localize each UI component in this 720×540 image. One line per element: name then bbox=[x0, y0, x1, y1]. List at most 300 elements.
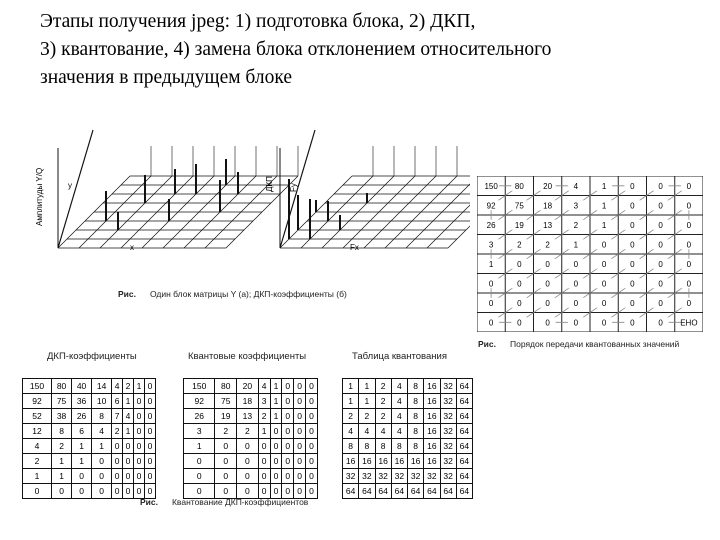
zigzag-cell-value: EHO bbox=[680, 318, 698, 328]
table-cell: 1 bbox=[72, 454, 92, 469]
figure-a-ylabel: Амплитуды Y/Q bbox=[35, 167, 44, 226]
title-line-1: Этапы получения jpeg: 1) подготовка блока, 2) ДКП, bbox=[40, 11, 476, 32]
table-row bbox=[23, 424, 156, 439]
table-cell: 32 bbox=[440, 379, 456, 394]
table-cell: 2 bbox=[375, 409, 391, 424]
zigzag-cell-value: 150 bbox=[484, 181, 498, 191]
table-cell: 8 bbox=[391, 439, 407, 454]
table-cell: 0 bbox=[145, 484, 156, 499]
table-cell: 40 bbox=[72, 379, 92, 394]
zigzag-cell-value: 0 bbox=[545, 259, 550, 269]
zigzag-cell-value: 75 bbox=[514, 201, 524, 211]
table-cell: 0 bbox=[134, 484, 145, 499]
table-cell: 0 bbox=[282, 409, 294, 424]
table-cell: 3 bbox=[184, 424, 215, 439]
table-cell: 0 bbox=[134, 439, 145, 454]
table-cell: 8 bbox=[408, 439, 424, 454]
table-cell: 150 bbox=[23, 379, 52, 394]
table-cell: 16 bbox=[424, 439, 440, 454]
table-cell: 2 bbox=[375, 394, 391, 409]
table-cell: 0 bbox=[123, 454, 134, 469]
table-cell: 2 bbox=[112, 424, 123, 439]
table-cell: 0 bbox=[306, 424, 318, 439]
zigzag-cell-value: 80 bbox=[514, 181, 524, 191]
zigzag-cell-value: 0 bbox=[658, 279, 663, 289]
table-cell: 26 bbox=[72, 409, 92, 424]
table-cell: 0 bbox=[92, 469, 112, 484]
table-cell: 0 bbox=[237, 454, 259, 469]
table-cell: 0 bbox=[258, 469, 270, 484]
table-cell: 38 bbox=[52, 409, 72, 424]
zigzag-cell-value: 0 bbox=[630, 220, 635, 230]
table-cell: 0 bbox=[294, 484, 306, 499]
table-row bbox=[184, 454, 318, 469]
table-cell: 0 bbox=[184, 469, 215, 484]
table-cell: 64 bbox=[456, 379, 472, 394]
table-cell: 16 bbox=[408, 454, 424, 469]
table-cell: 0 bbox=[258, 484, 270, 499]
zigzag-cell-value: 0 bbox=[488, 298, 494, 308]
table-cell: 0 bbox=[237, 469, 259, 484]
table-cell: 150 bbox=[184, 379, 215, 394]
table-cell: 0 bbox=[134, 454, 145, 469]
table-cell: 32 bbox=[391, 469, 407, 484]
table-cell: 0 bbox=[294, 394, 306, 409]
table-cell: 1 bbox=[359, 379, 375, 394]
table-cell: 1 bbox=[123, 394, 134, 409]
quant-table bbox=[342, 378, 473, 499]
table-row bbox=[343, 409, 473, 424]
table-cell: 0 bbox=[145, 394, 156, 409]
table-cell: 2 bbox=[258, 409, 270, 424]
zigzag-cell-value: 0 bbox=[517, 259, 522, 269]
table-cell: 0 bbox=[184, 454, 215, 469]
table-row bbox=[23, 439, 156, 454]
table-cell: 4 bbox=[23, 439, 52, 454]
table-cell: 0 bbox=[134, 424, 145, 439]
table-cell: 0 bbox=[294, 409, 306, 424]
table-cell: 1 bbox=[92, 439, 112, 454]
zigzag-cell-value: 0 bbox=[601, 240, 607, 250]
table-cell: 0 bbox=[282, 454, 294, 469]
table-cell: 1 bbox=[359, 394, 375, 409]
zigzag-cell-value: 0 bbox=[658, 220, 663, 230]
table-row bbox=[343, 394, 473, 409]
table-cell: 16 bbox=[391, 454, 407, 469]
table-cell: 64 bbox=[456, 454, 472, 469]
table-cell: 32 bbox=[440, 424, 456, 439]
zigzag-cell-value: 0 bbox=[686, 181, 692, 191]
table-cell: 18 bbox=[237, 394, 259, 409]
table-cell: 1 bbox=[270, 379, 282, 394]
table-cell: 7 bbox=[112, 409, 123, 424]
table-cell: 1 bbox=[134, 379, 145, 394]
table-row bbox=[343, 454, 473, 469]
zigzag-cell-value: 0 bbox=[517, 279, 522, 289]
table-cell: 2 bbox=[215, 424, 237, 439]
zigzag-cell-value: 0 bbox=[686, 220, 692, 230]
table-cell: 0 bbox=[270, 439, 282, 454]
table-cell: 64 bbox=[391, 484, 407, 499]
zigzag-cell-value: 0 bbox=[488, 279, 494, 289]
table-cell: 1 bbox=[184, 439, 215, 454]
table-cell: 0 bbox=[145, 439, 156, 454]
table-cell: 64 bbox=[359, 484, 375, 499]
zigzag-cell-value: 3 bbox=[573, 201, 579, 211]
table-cell: 92 bbox=[23, 394, 52, 409]
table-row bbox=[343, 469, 473, 484]
table-cell: 0 bbox=[215, 454, 237, 469]
table-row bbox=[23, 484, 156, 499]
table-cell: 0 bbox=[112, 439, 123, 454]
table-cell: 32 bbox=[424, 469, 440, 484]
zigzag-cell-value: 26 bbox=[486, 220, 496, 230]
figure-a-x-label: x bbox=[130, 243, 134, 252]
table-cell: 13 bbox=[237, 409, 259, 424]
zigzag-cell-value: 0 bbox=[488, 318, 494, 328]
table-cell: 64 bbox=[440, 484, 456, 499]
table-cell: 1 bbox=[72, 439, 92, 454]
table-cell: 32 bbox=[408, 469, 424, 484]
table-cell: 0 bbox=[282, 439, 294, 454]
table-cell: 2 bbox=[375, 379, 391, 394]
table-cell: 0 bbox=[92, 484, 112, 499]
table-cell: 0 bbox=[215, 439, 237, 454]
table-cell: 1 bbox=[123, 424, 134, 439]
table-cell: 2 bbox=[52, 439, 72, 454]
table-cell: 4 bbox=[391, 394, 407, 409]
table-cell: 0 bbox=[282, 484, 294, 499]
zigzag-cell-value: 0 bbox=[517, 318, 522, 328]
table-cell: 0 bbox=[134, 409, 145, 424]
zigzag-cell-value: 4 bbox=[573, 181, 579, 191]
table-cell: 1 bbox=[270, 394, 282, 409]
table-row bbox=[23, 394, 156, 409]
table-cell: 4 bbox=[391, 424, 407, 439]
table-cell: 0 bbox=[306, 484, 318, 499]
table-cell: 80 bbox=[215, 379, 237, 394]
figure-top-caption-text: Один блок матрицы Y (а); ДКП-коэффициенты (б) bbox=[149, 289, 347, 299]
table-cell: 4 bbox=[123, 409, 134, 424]
quant-coef-table-title: Квантовые коэффициенты bbox=[188, 351, 307, 362]
table-cell: 0 bbox=[306, 379, 318, 394]
table-cell: 0 bbox=[145, 409, 156, 424]
zigzag-cell-value: 1 bbox=[601, 220, 607, 230]
table-cell: 16 bbox=[424, 394, 440, 409]
table-cell: 14 bbox=[92, 379, 112, 394]
table-cell: 16 bbox=[424, 379, 440, 394]
table-cell: 0 bbox=[123, 484, 134, 499]
table-cell: 64 bbox=[375, 484, 391, 499]
table-cell: 64 bbox=[424, 484, 440, 499]
table-row bbox=[184, 424, 318, 439]
table-cell: 0 bbox=[72, 469, 92, 484]
table-cell: 8 bbox=[92, 409, 112, 424]
table-cell: 0 bbox=[237, 439, 259, 454]
table-row bbox=[184, 409, 318, 424]
zigzag-cell-value: 0 bbox=[658, 318, 663, 328]
table-cell: 64 bbox=[456, 394, 472, 409]
zigzag-cell-value: 0 bbox=[517, 298, 522, 308]
zigzag-path bbox=[477, 176, 703, 332]
table-cell: 0 bbox=[184, 484, 215, 499]
table-cell: 64 bbox=[456, 409, 472, 424]
table-row bbox=[184, 439, 318, 454]
zigzag-cell-value: 0 bbox=[630, 298, 635, 308]
zigzag-cell-value: 0 bbox=[573, 279, 579, 289]
table-cell: 0 bbox=[270, 484, 282, 499]
table-cell: 0 bbox=[258, 439, 270, 454]
table-cell: 0 bbox=[306, 454, 318, 469]
table-cell: 0 bbox=[23, 484, 52, 499]
zigzag-cell-value: 0 bbox=[658, 181, 663, 191]
zigzag-cell-value: 19 bbox=[514, 220, 524, 230]
table-cell: 4 bbox=[112, 379, 123, 394]
table-cell: 0 bbox=[145, 424, 156, 439]
table-cell: 2 bbox=[359, 409, 375, 424]
table-cell: 0 bbox=[270, 454, 282, 469]
zigzag-cell-value: 2 bbox=[517, 240, 522, 250]
figure-b-grid bbox=[280, 130, 470, 248]
table-cell: 4 bbox=[343, 424, 359, 439]
table-cell: 64 bbox=[343, 484, 359, 499]
table-cell: 0 bbox=[52, 484, 72, 499]
table-cell: 32 bbox=[359, 469, 375, 484]
zigzag-cell-value: 0 bbox=[658, 201, 663, 211]
table-row bbox=[184, 469, 318, 484]
table-cell: 0 bbox=[270, 424, 282, 439]
table-cell: 0 bbox=[306, 409, 318, 424]
table-row bbox=[343, 379, 473, 394]
zigzag-cell-value: 20 bbox=[543, 181, 553, 191]
zigzag-cell-value: 0 bbox=[601, 298, 607, 308]
zigzag-cell-value: 0 bbox=[573, 259, 579, 269]
zigzag-cell-value: 2 bbox=[573, 220, 579, 230]
table-cell: 26 bbox=[184, 409, 215, 424]
table-cell: 8 bbox=[343, 439, 359, 454]
table-cell: 64 bbox=[456, 469, 472, 484]
zigzag-cell-value: 0 bbox=[630, 259, 635, 269]
table-cell: 0 bbox=[112, 469, 123, 484]
table-row bbox=[23, 409, 156, 424]
table-cell: 2 bbox=[343, 409, 359, 424]
table-row bbox=[23, 379, 156, 394]
tables-caption bbox=[140, 497, 308, 507]
table-cell: 8 bbox=[52, 424, 72, 439]
quant-table-title: Таблица квантования bbox=[352, 351, 447, 362]
zigzag-cell-value: 1 bbox=[488, 259, 494, 269]
zigzag-cell-value: 0 bbox=[658, 259, 663, 269]
table-cell: 8 bbox=[408, 409, 424, 424]
zigzag-cell-value: 0 bbox=[686, 201, 692, 211]
table-cell: 64 bbox=[408, 484, 424, 499]
table-row bbox=[343, 439, 473, 454]
zigzag-cell-value: 0 bbox=[658, 298, 663, 308]
table-cell: 6 bbox=[112, 394, 123, 409]
table-cell: 0 bbox=[306, 439, 318, 454]
table-cell: 4 bbox=[92, 424, 112, 439]
table-cell: 0 bbox=[123, 469, 134, 484]
table-cell: 64 bbox=[456, 484, 472, 499]
table-cell: 0 bbox=[282, 469, 294, 484]
table-cell: 8 bbox=[375, 439, 391, 454]
table-cell: 1 bbox=[343, 379, 359, 394]
table-cell: 0 bbox=[282, 379, 294, 394]
table-cell: 16 bbox=[375, 454, 391, 469]
table-cell: 92 bbox=[184, 394, 215, 409]
table-cell: 0 bbox=[92, 454, 112, 469]
table-cell: 8 bbox=[408, 394, 424, 409]
zigzag-cell-value: 0 bbox=[545, 318, 550, 328]
table-cell: 0 bbox=[294, 424, 306, 439]
zigzag-cell-value: 0 bbox=[545, 279, 550, 289]
table-cell: 16 bbox=[424, 409, 440, 424]
zigzag-cell-value: 18 bbox=[543, 201, 553, 211]
table-cell: 0 bbox=[294, 469, 306, 484]
zigzag-cell-value: 0 bbox=[630, 201, 635, 211]
table-cell: 32 bbox=[343, 469, 359, 484]
table-cell: 75 bbox=[215, 394, 237, 409]
table-cell: 16 bbox=[424, 454, 440, 469]
table-cell: 1 bbox=[52, 469, 72, 484]
tables-caption-text: Квантование ДКП-коэффициентов bbox=[171, 497, 309, 507]
figure-top-caption-prefix: Рис. bbox=[118, 289, 136, 299]
zigzag-cell-value: 1 bbox=[601, 201, 607, 211]
zigzag-cell-value: 0 bbox=[686, 240, 692, 250]
zigzag-cell-value: 0 bbox=[601, 279, 607, 289]
table-cell: 64 bbox=[456, 424, 472, 439]
dct-table bbox=[22, 378, 156, 499]
table-cell: 1 bbox=[23, 469, 52, 484]
table-cell: 16 bbox=[343, 454, 359, 469]
table-cell: 19 bbox=[215, 409, 237, 424]
tables-caption-prefix: Рис. bbox=[140, 497, 158, 507]
table-cell: 0 bbox=[215, 469, 237, 484]
table-cell: 36 bbox=[72, 394, 92, 409]
table-row bbox=[343, 484, 473, 499]
table-cell: 4 bbox=[258, 379, 270, 394]
zigzag-cell-value: 0 bbox=[545, 298, 550, 308]
zigzag-caption bbox=[478, 339, 679, 349]
dct-table-title: ДКП-коэффициенты bbox=[47, 351, 137, 362]
figure-b-y-label: Fy bbox=[289, 183, 298, 192]
zigzag-cell-value: 0 bbox=[686, 259, 692, 269]
zigzag-matrix bbox=[477, 176, 703, 332]
table-cell: 0 bbox=[258, 454, 270, 469]
zigzag-cell-value: 0 bbox=[601, 259, 607, 269]
table-cell: 0 bbox=[237, 484, 259, 499]
block-3d-figures bbox=[30, 108, 470, 308]
table-row bbox=[184, 379, 318, 394]
slide-title bbox=[40, 8, 700, 92]
table-cell: 2 bbox=[23, 454, 52, 469]
table-cell: 0 bbox=[145, 469, 156, 484]
table-cell: 4 bbox=[391, 409, 407, 424]
table-cell: 8 bbox=[359, 439, 375, 454]
figure-b-ylabel: ДКП bbox=[265, 176, 274, 192]
table-cell: 32 bbox=[440, 439, 456, 454]
table-cell: 1 bbox=[52, 454, 72, 469]
table-cell: 32 bbox=[375, 469, 391, 484]
zigzag-cell-value: 2 bbox=[545, 240, 550, 250]
table-row bbox=[184, 394, 318, 409]
table-cell: 6 bbox=[72, 424, 92, 439]
table-cell: 1 bbox=[343, 394, 359, 409]
zigzag-cell-value: 1 bbox=[573, 240, 579, 250]
figure-a-y-label: y bbox=[68, 181, 72, 190]
table-cell: 80 bbox=[52, 379, 72, 394]
table-cell: 4 bbox=[359, 424, 375, 439]
table-cell: 0 bbox=[134, 469, 145, 484]
table-cell: 64 bbox=[456, 439, 472, 454]
table-cell: 0 bbox=[282, 424, 294, 439]
table-cell: 0 bbox=[134, 394, 145, 409]
table-cell: 10 bbox=[92, 394, 112, 409]
table-row bbox=[343, 424, 473, 439]
table-cell: 4 bbox=[391, 379, 407, 394]
table-cell: 0 bbox=[270, 469, 282, 484]
table-cell: 2 bbox=[123, 379, 134, 394]
table-row bbox=[23, 454, 156, 469]
table-cell: 32 bbox=[440, 469, 456, 484]
table-cell: 0 bbox=[145, 454, 156, 469]
table-cell: 52 bbox=[23, 409, 52, 424]
zigzag-caption-text: Порядок передачи квантованных значений bbox=[509, 339, 680, 349]
title-line-2: 3) квантование, 4) замена блока отклонением относительного bbox=[40, 39, 552, 60]
zigzag-cell-value: 0 bbox=[658, 240, 663, 250]
table-cell: 0 bbox=[145, 379, 156, 394]
table-cell: 4 bbox=[375, 424, 391, 439]
zigzag-cell-value: 13 bbox=[543, 220, 553, 230]
table-cell: 32 bbox=[440, 454, 456, 469]
zigzag-cell-value: 0 bbox=[630, 240, 635, 250]
table-cell: 0 bbox=[306, 469, 318, 484]
table-cell: 0 bbox=[294, 439, 306, 454]
table-cell: 0 bbox=[112, 484, 123, 499]
table-cell: 2 bbox=[237, 424, 259, 439]
table-cell: 32 bbox=[440, 394, 456, 409]
table-cell: 0 bbox=[215, 484, 237, 499]
table-cell: 0 bbox=[294, 454, 306, 469]
zigzag-cell-value: 0 bbox=[630, 318, 635, 328]
table-cell: 0 bbox=[282, 394, 294, 409]
table-cell: 0 bbox=[294, 379, 306, 394]
table-cell: 3 bbox=[258, 394, 270, 409]
table-cell: 20 bbox=[237, 379, 259, 394]
zigzag-cell-value: 3 bbox=[488, 240, 494, 250]
title-line-3: значения в предыдущем блоке bbox=[40, 67, 292, 88]
figure-a-grid bbox=[58, 130, 298, 248]
table-cell: 0 bbox=[306, 394, 318, 409]
table-cell: 32 bbox=[440, 409, 456, 424]
figure-b-x-label: Fx bbox=[350, 243, 359, 252]
zigzag-cell-value: 0 bbox=[601, 318, 607, 328]
zigzag-cell-value: 1 bbox=[601, 181, 607, 191]
table-cell: 8 bbox=[408, 424, 424, 439]
table-cell: 0 bbox=[112, 454, 123, 469]
zigzag-cell-value: 0 bbox=[630, 279, 635, 289]
zigzag-cell-value: 0 bbox=[573, 318, 579, 328]
table-cell: 0 bbox=[72, 484, 92, 499]
zigzag-cell-value: 0 bbox=[686, 279, 692, 289]
table-cell: 1 bbox=[270, 409, 282, 424]
zigzag-cell-value: 92 bbox=[486, 201, 496, 211]
table-cell: 16 bbox=[359, 454, 375, 469]
table-cell: 8 bbox=[408, 379, 424, 394]
table-row bbox=[23, 469, 156, 484]
table-cell: 1 bbox=[258, 424, 270, 439]
zigzag-caption-prefix: Рис. bbox=[478, 339, 496, 349]
